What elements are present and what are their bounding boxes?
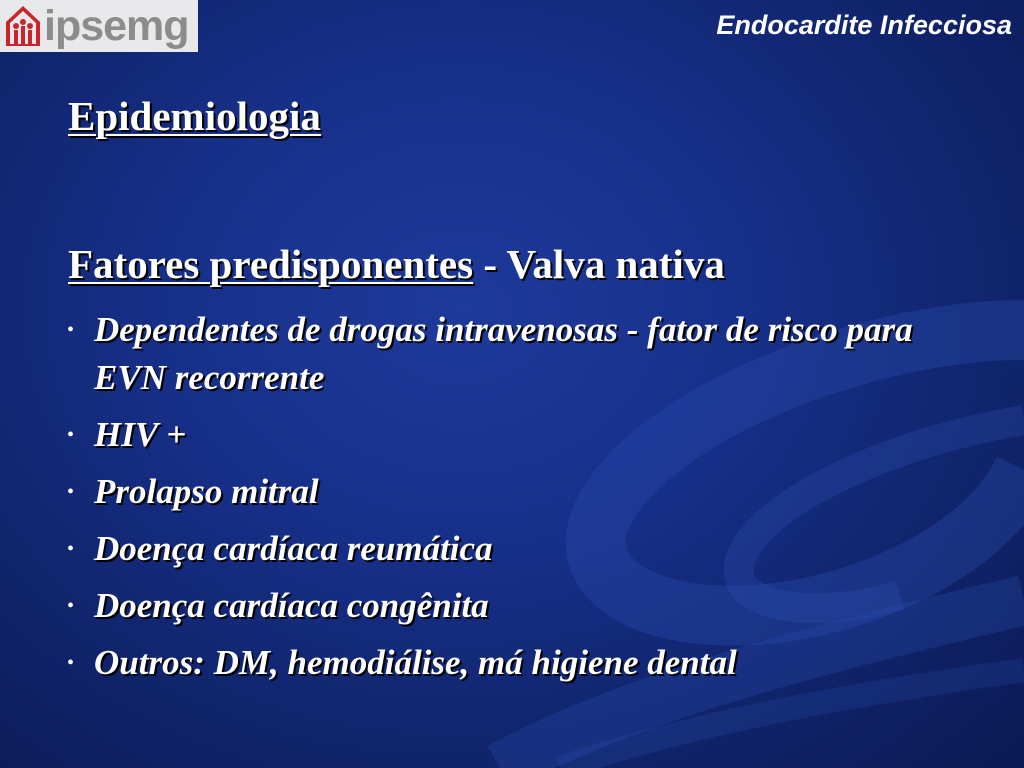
bullet-dot-icon: • [67, 319, 75, 341]
bullet-text: Doença cardíaca congênita [94, 586, 489, 625]
bullet-dot-icon: • [67, 481, 75, 503]
ipsemg-house-icon [4, 4, 42, 48]
bullet-text: HIV + [94, 415, 187, 454]
bullet-text: Prolapso mitral [94, 472, 319, 511]
bullet-text: Doença cardíaca reumática [94, 529, 493, 568]
subheading-rest: - Valva nativa [473, 241, 725, 287]
slide-subheading [68, 240, 725, 288]
bullet-text: Outros: DM, hemodiálise, má higiene dental [94, 643, 737, 682]
bullet-item [66, 411, 986, 459]
bullet-list [66, 306, 986, 696]
bullet-text: Dependentes de drogas intravenosas - fator de risco para EVN recorrente [94, 310, 913, 397]
bullet-dot-icon: • [67, 652, 75, 674]
slide-heading: Epidemiologia [68, 93, 321, 139]
bullet-item [66, 468, 986, 516]
bullet-item [66, 525, 986, 573]
header-title: Endocardite Infecciosa [716, 10, 1012, 40]
subheading-underlined: Fatores predisponentes [68, 241, 474, 287]
bullet-dot-icon: • [67, 424, 75, 446]
bullet-item [66, 306, 986, 402]
bullet-item [66, 582, 986, 630]
bullet-dot-icon: • [67, 595, 75, 617]
ipsemg-logo [0, 0, 198, 52]
bullet-item [66, 639, 986, 687]
bullet-dot-icon: • [67, 538, 75, 560]
logo-text: ipsemg [44, 1, 189, 50]
